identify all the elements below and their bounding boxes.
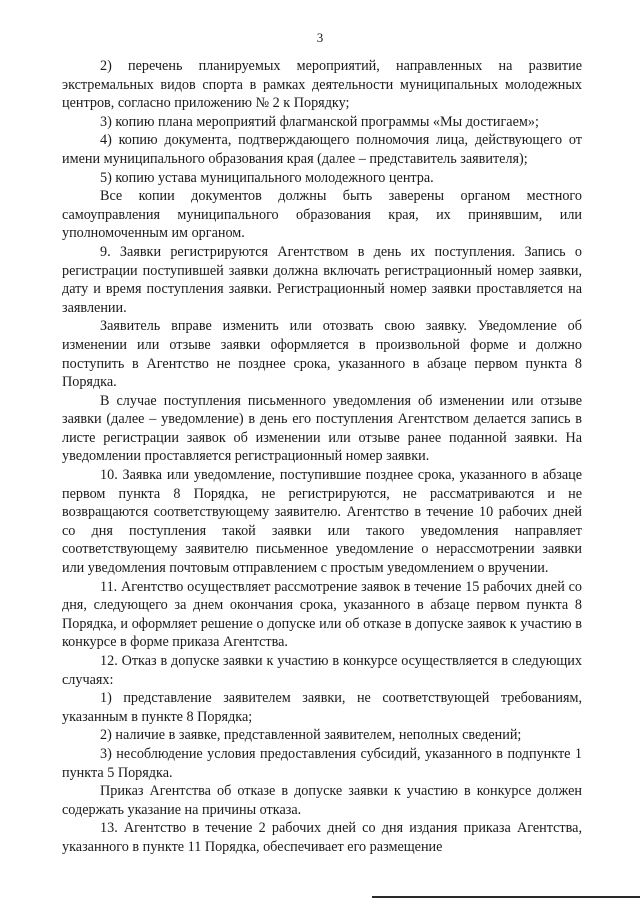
list-item-refusal-1: 1) представление заявителем заявки, не соответствующей требованиям, указанным в пункте 8 Порядка;	[62, 690, 582, 725]
paragraph-refusal-order: Приказ Агентства об отказе в допуске заявки к участию в конкурсе должен содержать указание на причины отказа.	[62, 783, 582, 818]
page-number: 3	[316, 30, 324, 45]
paragraph-item-10: 10. Заявка или уведомление, поступившие позднее срока, указанного в абзаце первом пункта 8 Порядка, не регистрируются, не рассматриваются и не возвращаются соответствующему заявителю. Агентство в течение 10 рабочих дней со дня поступления такой заявки или такого уведомления направляет соответствующему заявителю письменное уведомление о нерассмотрении заявки или уведомления почтовым отправлением с простым уведомлением о вручении.	[62, 467, 582, 577]
paragraph-item-11: 11. Агентство осуществляет рассмотрение заявок в течение 15 рабочих дней со дня, следующего за днем окончания срока, указанного в абзаце первом пункта 8 Порядка, и оформляет решение о допуске или об отказе в допуске заявок к участию в конкурсе в форме приказа Агентства.	[62, 578, 582, 651]
list-item-authority-doc: 4) копию документа, подтверждающего полномочия лица, действующего от имени муниципального образования края (далее – представитель заявителя);	[62, 132, 582, 167]
document-body	[62, 57, 582, 857]
list-item-refusal-3: 3) несоблюдение условия предоставления субсидий, указанного в подпункте 1 пункта 5 Порядка.	[62, 745, 582, 781]
paragraph-item-12: 12. Отказ в допуске заявки к участию в конкурсе осуществляется в следующих случаях:	[62, 653, 582, 688]
paragraph-item-9: 9. Заявки регистрируются Агентством в день их поступления. Запись о регистрации поступившей заявки должна включать регистрационный номер заявки, дату и время поступления заявки. Регистрационный номер заявки проставляется на заявлении.	[62, 243, 582, 316]
paragraph-withdraw-application: Заявитель вправе изменить или отозвать свою заявку. Уведомление об изменении или отзыве заявки оформляется в произвольной форме и должно поступить в Агентство не позднее срока, указанного в абзаце первом пункта 8 Порядка.	[62, 318, 582, 391]
list-item-plan-copy: 3) копию плана мероприятий флагманской программы «Мы достигаем»;	[100, 113, 539, 130]
scan-edge-line	[372, 896, 640, 898]
paragraph-notification-registration: В случае поступления письменного уведомления об изменении или отзыве заявки (далее – уведомление) в день его поступления Агентством делается запись в листе регистрации заявок об изменении или отзыве ранее поданной заявки. На уведомлении проставляется регистрационный номер заявки.	[62, 392, 582, 465]
paragraph-copies-certified: Все копии документов должны быть заверены органом местного самоуправления муниципального образования края, их принявшим, или уполномоченным им органом.	[62, 188, 582, 242]
paragraph-item-13: 13. Агентство в течение 2 рабочих дней со дня издания приказа Агентства, указанного в пункте 11 Порядка, обеспечивает его размещение	[62, 820, 582, 855]
list-item-refusal-2: 2) наличие в заявке, представленной заявителем, неполных сведений;	[100, 727, 522, 744]
list-item-charter-copy: 5) копию устава муниципального молодежного центра.	[100, 169, 434, 186]
list-item-perechen: 2) перечень планируемых мероприятий, направленных на развитие экстремальных видов спорта в рамках деятельности муниципальных молодежных центров, согласно приложению № 2 к Порядку;	[62, 58, 582, 112]
